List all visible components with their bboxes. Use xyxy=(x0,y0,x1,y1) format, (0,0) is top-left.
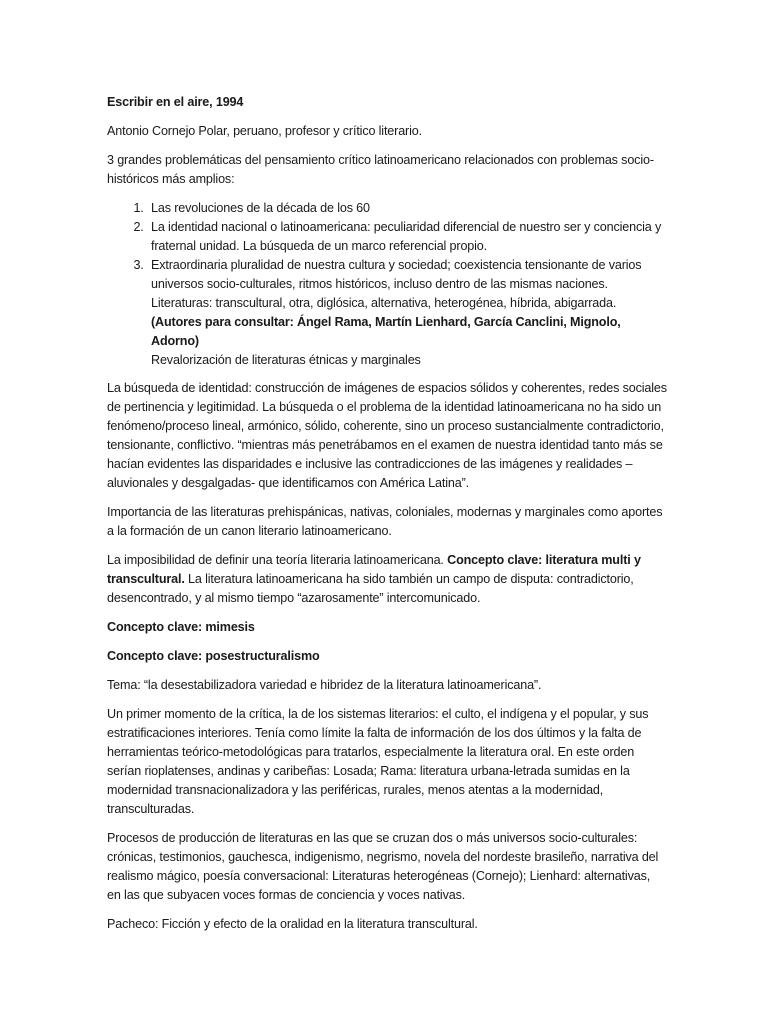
imposibilidad-concept: Concepto clave: literatura multi y transcultural. xyxy=(107,553,641,586)
imposibilidad-end: La literatura latinoamericana ha sido también un campo de disputa: contradictorio, desencontrado, y al mismo tiempo “azarosamente” intercomunicado. xyxy=(107,572,634,605)
imposibilidad-start: La imposibilidad de definir una teoría literaria latinoamericana. xyxy=(107,553,444,567)
list-item xyxy=(147,256,667,370)
primer-momento-paragraph: Un primer momento de la crítica, la de los sistemas literarios: el culto, el indígena y el popular, y sus estratificaciones interiores. Tenía como límite la falta de información de los dos últimos y la falta de herramientas teórico-metodológicas para tratarlos, especialmente la literatura oral. En este orden serían rioplatenses, andinas y caribeñas: Losada; Rama: literatura urbana-letrada sumidas en la modernidad transnacionalizadora y las periféricas, rurales, menos atentas a la modernidad, transculturadas. xyxy=(107,707,649,816)
author-line: Antonio Cornejo Polar, peruano, profesor y crítico literario. xyxy=(107,124,422,138)
list-item-text: La identidad nacional o latinoamericana: peculiaridad diferencial de nuestro ser y conciencia y fraternal unidad. La búsqueda de un marco referencial propio. xyxy=(151,220,662,253)
list-item-literaturas: Literaturas: transcultural, otra, diglósica, alternativa, heterogénea, híbrida, abigarrada. xyxy=(151,296,617,310)
tema-paragraph: Tema: “la desestabilizadora variedad e hibridez de la literatura latinoamericana”. xyxy=(107,678,542,692)
concepto-mimesis: Concepto clave: mimesis xyxy=(107,620,255,634)
document-page xyxy=(107,93,667,944)
importancia-paragraph: Importancia de las literaturas prehispánicas, nativas, coloniales, modernas y marginales como aportes a la formación de un canon literario latinoamericano. xyxy=(107,505,663,538)
concepto-posestructuralismo: Concepto clave: posestructuralismo xyxy=(107,649,320,663)
list-item-text: Extraordinaria pluralidad de nuestra cultura y sociedad; coexistencia tensionante de varios universos socio-culturales, ritmos históricos, incluso dentro de las mismas naciones. xyxy=(151,258,642,291)
list-item-text: Las revoluciones de la década de los 60 xyxy=(151,201,370,215)
list-item-revalorizacion: Revalorización de literaturas étnicas y marginales xyxy=(151,353,421,367)
list-item-autores: (Autores para consultar: Ángel Rama, Martín Lienhard, García Canclini, Mignolo, Adorno) xyxy=(151,315,621,348)
intro-paragraph: 3 grandes problemáticas del pensamiento crítico latinoamericano relacionados con problemas socio-históricos más amplios: xyxy=(107,153,654,186)
list-item xyxy=(147,199,667,218)
identidad-paragraph: La búsqueda de identidad: construcción de imágenes de espacios sólidos y coherentes, redes sociales de pertinencia y legitimidad. La búsqueda o el problema de la identidad latinoamericana no ha sido un fenómeno/proceso lineal, armónico, sólido, coherente, sino un proceso sustancialmente contradictorio, tensionante, conflictivo. “mientras más penetrábamos en el examen de nuestra identidad tanto más se hacían evidentes las disparidades e inclusive las contradicciones de las imágenes y realidades –aluvionales y desgalgadas- que identificamos con América Latina”. xyxy=(107,381,667,490)
problematics-list xyxy=(107,199,667,370)
procesos-paragraph: Procesos de producción de literaturas en las que se cruzan dos o más universos socio-culturales: crónicas, testimonios, gauchesca, indigenismo, negrismo, novela del nordeste brasileño, narrativa del realismo mágico, poesía conversacional: Literaturas heterogéneas (Cornejo); Lienhard: alternativas, en las que subyacen voces formas de conciencia y voces nativas. xyxy=(107,831,659,902)
document-title: Escribir en el aire, 1994 xyxy=(107,95,244,109)
imposibilidad-paragraph xyxy=(107,551,667,608)
list-item xyxy=(147,218,667,256)
pacheco-paragraph: Pacheco: Ficción y efecto de la oralidad en la literatura transcultural. xyxy=(107,917,478,931)
